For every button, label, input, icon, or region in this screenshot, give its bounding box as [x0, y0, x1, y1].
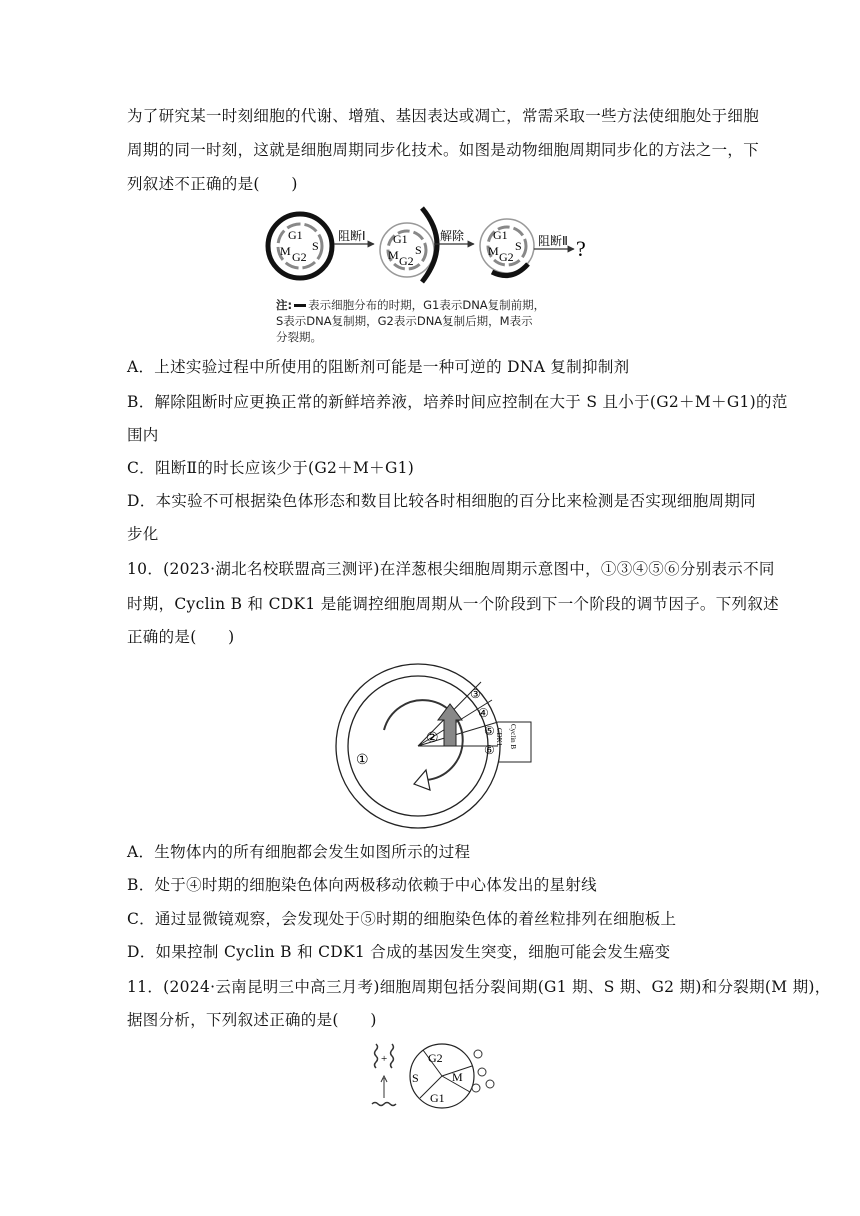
figure-note-line-1: 注: 表示细胞分布的时期，G1表示DNA复制前期，: [276, 298, 546, 312]
q10-option-c: C．通过显微镜观察，会发现处于⑤时期的细胞染色体的着丝粒排列在细胞板上: [127, 910, 677, 928]
q9-option-a: A．上述实验过程中所使用的阻断剂可能是一种可逆的 DNA 复制抑制剂: [127, 358, 630, 376]
question-10-stem-line-1: 10．(2023·湖北名校联盟高三测评)在洋葱根尖细胞周期示意图中，①③④⑤⑥分别表示不同: [127, 560, 775, 578]
plus-sign: +: [381, 1053, 388, 1065]
s-phase-label: S: [412, 1071, 419, 1085]
g1-phase-label: G1: [430, 1091, 445, 1105]
phase-6-label: ⑥: [484, 743, 495, 757]
cell-cycle-phase-diagram: [368, 1040, 498, 1112]
q9-option-b-line-2: 围内: [127, 426, 159, 444]
question-10-stem-line-2: 时期，Cyclin B 和 CDK1 是能调控细胞周期从一个阶段到下一个阶段的调节因子。下列叙述: [127, 595, 779, 613]
block-2-label: 阻断Ⅱ: [538, 234, 568, 248]
svg-text:M: M: [488, 244, 499, 258]
synchronization-diagram: [262, 204, 602, 286]
g2-phase-label: G2: [428, 1051, 443, 1065]
phase-2-label: ②: [426, 731, 439, 746]
legend-bar: [294, 304, 306, 307]
question-10-stem-line-3: 正确的是( ): [127, 628, 235, 646]
q10-option-d: D．如果控制 Cyclin B 和 CDK1 合成的基因发生突变，细胞可能会发生癌变: [127, 943, 671, 961]
question-11-stem-line-2: 据图分析，下列叙述正确的是( ): [127, 1011, 377, 1029]
question-9-stem-line-1: 为了研究某一时刻细胞的代谢、增殖、基因表达或凋亡，常需采取一些方法使细胞处于细胞: [127, 107, 760, 125]
block-1-label: 阻断Ⅰ: [338, 229, 366, 243]
g1-label: G1: [288, 228, 303, 242]
s-label: S: [312, 239, 319, 253]
phase-1-label: ①: [356, 753, 369, 768]
svg-text:G1: G1: [393, 232, 408, 246]
release-label: 解除: [440, 229, 465, 243]
q9-option-d-line-1: D．本实验不可根据染色体形态和数目比较各时相细胞的百分比来检测是否实现细胞周期同: [127, 492, 756, 510]
phase-4-label: ④: [478, 706, 489, 720]
question-9-stem-line-2: 周期的同一时刻，这就是细胞周期同步化技术。如图是动物细胞周期同步化的方法之一，下: [127, 141, 760, 159]
svg-text:S: S: [515, 239, 522, 253]
svg-text:G2: G2: [399, 254, 414, 268]
q9-option-c: C．阻断Ⅱ的时长应该少于(G2＋M＋G1): [127, 459, 415, 477]
onion-root-cell-cycle-diagram: [326, 660, 536, 832]
q9-option-b-line-1: B．解除阻断时应更换正常的新鲜培养液，培养时间应控制在大于 S 且小于(G2＋M＋G1)的范: [127, 393, 788, 411]
phase-5-label: ⑤: [484, 724, 495, 738]
q10-option-b: B．处于④时期的细胞染色体向两极移动依赖于中心体发出的星射线: [127, 876, 597, 894]
cyclin-b-label: Cyclin B: [509, 724, 517, 750]
question-mark: ?: [576, 236, 586, 261]
cell-cycle-circle-1: [268, 214, 332, 278]
q10-option-a: A．生物体内的所有细胞都会发生如图所示的过程: [127, 843, 471, 861]
figure-note-line-3: 分裂期。: [276, 330, 322, 344]
figure-note-line-2: S表示DNA复制期，G2表示DNA复制后期，M表示: [276, 314, 533, 328]
m-phase-label: M: [452, 1070, 463, 1084]
cell-cycle-circle-3: [480, 219, 534, 276]
svg-text:S: S: [415, 243, 422, 257]
m-label: M: [280, 244, 291, 258]
cell-cycle-circle-2: [380, 208, 437, 282]
phase-3-label: ③: [470, 687, 481, 701]
question-11-stem-line-1: 11．(2024·云南昆明三中高三月考)细胞周期包括分裂间期(G1 期、S 期、G2 期)和分裂期(M 期)，: [127, 978, 831, 996]
svg-text:M: M: [388, 248, 399, 262]
q9-option-d-line-2: 步化: [127, 525, 159, 543]
svg-text:G1: G1: [493, 228, 508, 242]
question-9-stem-line-3: 列叙述不正确的是( ): [127, 175, 298, 193]
svg-text:G2: G2: [499, 250, 514, 264]
g2-label: G2: [292, 250, 307, 264]
cdk1-label: CDK1: [495, 728, 503, 747]
